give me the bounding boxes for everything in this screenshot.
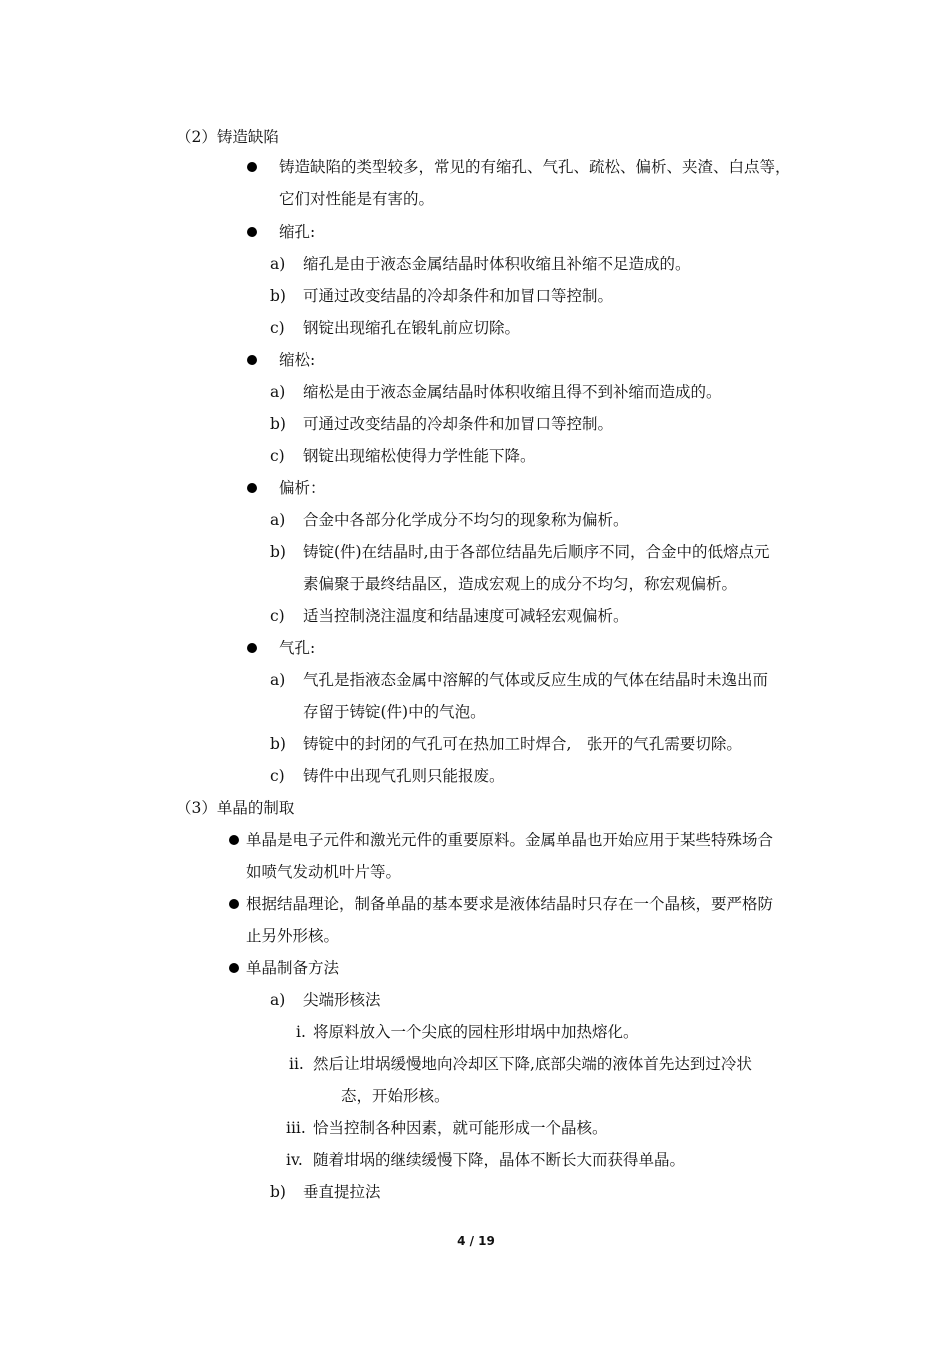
method-title: 尖端形核法 xyxy=(303,991,381,1009)
list-item: 可通过改变结晶的冷却条件和加冒口等控制。 xyxy=(303,287,614,305)
subsection-title-gas-hole: 气孔: xyxy=(279,639,316,657)
list-marker: b) xyxy=(270,735,286,753)
list-item: 适当控制浇注温度和结晶速度可减轻宏观偏析。 xyxy=(303,607,629,625)
bullet-icon xyxy=(247,227,257,237)
bullet-icon xyxy=(247,483,257,493)
list-item: 缩孔是由于液态金属结晶时体积收缩且补缩不足造成的。 xyxy=(303,255,691,273)
list-marker: a) xyxy=(270,511,286,529)
list-marker: b) xyxy=(270,287,286,305)
list-marker: b) xyxy=(270,1183,286,1201)
bullet-icon xyxy=(229,835,239,845)
list-item: 钢锭出现缩孔在锻轧前应切除。 xyxy=(303,319,521,337)
list-marker: c) xyxy=(270,319,285,337)
paragraph-line: 单晶制备方法 xyxy=(246,959,340,977)
list-item: 钢锭出现缩松使得力学性能下降。 xyxy=(303,447,536,465)
list-item-continuation: 存留于铸锭(件)中的气泡。 xyxy=(303,703,486,721)
intro-line-1: 铸造缺陷的类型较多，常见的有缩孔、气孔、疏松、偏析、夹渣、白点等， xyxy=(279,158,791,176)
step-marker: iii. xyxy=(286,1119,306,1137)
section-heading-single-crystal: （3）单晶的制取 xyxy=(176,799,295,817)
list-item: 缩松是由于液态金属结晶时体积收缩且得不到补缩而造成的。 xyxy=(303,383,722,401)
step-marker: iv. xyxy=(286,1151,303,1169)
list-item: 可通过改变结晶的冷却条件和加冒口等控制。 xyxy=(303,415,614,433)
section-heading-casting-defects: （2）铸造缺陷 xyxy=(176,128,279,146)
list-item: 铸锭(件)在结晶时,由于各部位结晶先后顺序不同，合金中的低熔点元 xyxy=(303,543,770,561)
step-item: 恰当控制各种因素，就可能形成一个晶核。 xyxy=(313,1119,608,1137)
paragraph-line: 根据结晶理论，制备单晶的基本要求是液体结晶时只存在一个晶核，要严格防 xyxy=(246,895,774,913)
method-title: 垂直提拉法 xyxy=(303,1183,381,1201)
paragraph-line: 如喷气发动机叶片等。 xyxy=(246,863,402,881)
list-marker: c) xyxy=(270,607,285,625)
subsection-title-porosity: 缩松: xyxy=(279,351,316,369)
list-marker: b) xyxy=(270,543,286,561)
list-marker: a) xyxy=(270,991,286,1009)
step-item: 随着坩埚的继续缓慢下降，晶体不断长大而获得单晶。 xyxy=(313,1151,686,1169)
step-item-continuation: 态，开始形核。 xyxy=(341,1087,450,1105)
list-marker: b) xyxy=(270,415,286,433)
bullet-icon xyxy=(247,355,257,365)
page-number: 4 / 19 xyxy=(457,1234,495,1248)
list-marker: a) xyxy=(270,255,286,273)
list-item-continuation: 素偏聚于最终结晶区，造成宏观上的成分不均匀，称宏观偏析。 xyxy=(303,575,738,593)
list-item: 铸件中出现气孔则只能报废。 xyxy=(303,767,505,785)
list-marker: c) xyxy=(270,767,285,785)
list-item: 气孔是指液态金属中溶解的气体或反应生成的气体在结晶时未逸出而 xyxy=(303,671,769,689)
step-marker: i. xyxy=(296,1023,306,1041)
intro-line-2: 它们对性能是有害的。 xyxy=(279,190,435,208)
step-item: 将原料放入一个尖底的园柱形坩埚中加热熔化。 xyxy=(313,1023,639,1041)
bullet-icon xyxy=(229,899,239,909)
list-marker: c) xyxy=(270,447,285,465)
step-item: 然后让坩埚缓慢地向冷却区下降,底部尖端的液体首先达到过冷状 xyxy=(313,1055,752,1073)
list-item: 合金中各部分化学成分不均匀的现象称为偏析。 xyxy=(303,511,629,529)
bullet-icon xyxy=(247,162,257,172)
paragraph-line: 单晶是电子元件和激光元件的重要原料。金属单晶也开始应用于某些特殊场合 xyxy=(246,831,774,849)
list-marker: a) xyxy=(270,671,286,689)
paragraph-line: 止另外形核。 xyxy=(246,927,340,945)
list-marker: a) xyxy=(270,383,286,401)
subsection-title-segregation: 偏析： xyxy=(279,479,326,497)
subsection-title-shrinkage-cavity: 缩孔: xyxy=(279,223,316,241)
bullet-icon xyxy=(229,963,239,973)
step-marker: ii. xyxy=(289,1055,304,1073)
bullet-icon xyxy=(247,643,257,653)
list-item: 铸锭中的封闭的气孔可在热加工时焊合, 张开的气孔需要切除。 xyxy=(303,735,742,753)
